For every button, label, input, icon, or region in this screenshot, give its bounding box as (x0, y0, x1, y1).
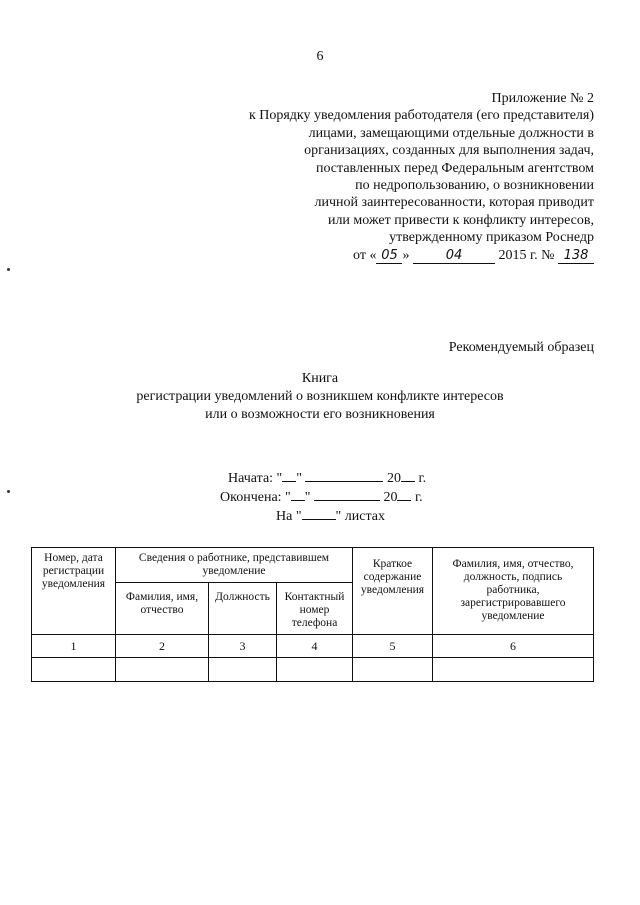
appendix-line: организациях, созданных для выполнения задач, (304, 143, 594, 159)
year-prefix: 20 (383, 490, 398, 505)
start-block (220, 468, 426, 525)
book-title (0, 370, 640, 424)
mid-quote: " (304, 490, 311, 505)
appendix-line: поставленных перед Федеральным агентством (315, 160, 594, 176)
blank-day (291, 487, 305, 501)
scan-speck (7, 490, 10, 493)
appendix-line: или может привести к конфликту интересов, (327, 212, 594, 228)
appendix-block (174, 90, 594, 264)
page-number: 6 (316, 49, 324, 64)
table-cell (277, 658, 353, 682)
book-title-line: Книга (301, 371, 339, 386)
blank-month (314, 487, 380, 501)
table-cell: 5 (353, 635, 433, 658)
order-prefix: от « (353, 247, 377, 263)
appendix-line: утвержденному приказом Роснедр (389, 230, 594, 246)
sheets-suffix: " листах (335, 509, 385, 524)
table-empty-row (32, 658, 594, 682)
ended-row (220, 487, 426, 506)
ended-label: Окончена: " (220, 490, 291, 505)
scan-speck (7, 268, 10, 271)
year-suffix: г. (414, 490, 423, 505)
table-cell: 6 (433, 635, 594, 658)
blank-sheets (302, 506, 336, 520)
subheader-phone: Контактный номер телефона (277, 583, 353, 635)
table-cell (209, 658, 277, 682)
header-registrar: Фамилия, имя, отчество, должность, подпись работника, зарегистрировавшего уведомление (433, 548, 594, 635)
subheader-position: Должность (209, 583, 277, 635)
started-row (220, 468, 426, 487)
table-index-row (32, 635, 594, 658)
sheets-prefix: На " (276, 509, 302, 524)
header-registration-number: Номер, дата регистрации уведомления (32, 548, 116, 635)
table-cell (116, 658, 209, 682)
table-cell (433, 658, 594, 682)
book-title-line: регистрации уведомлений о возникшем конфликте интересов (136, 389, 504, 404)
table-cell: 4 (277, 635, 353, 658)
table-cell (353, 658, 433, 682)
sheets-row (220, 506, 426, 525)
recommended-label: Рекомендуемый образец (448, 340, 594, 355)
table-cell: 2 (116, 635, 209, 658)
appendix-line: лицами, замещающими отдельные должности в (308, 125, 594, 141)
started-label: Начата: " (228, 471, 283, 486)
book-title-line: или о возможности его возникновения (205, 407, 435, 422)
year-prefix: 20 (386, 471, 401, 486)
appendix-line: Приложение № 2 (491, 91, 594, 106)
order-line (174, 247, 594, 264)
order-quote-close: » (402, 247, 410, 263)
registration-table (31, 547, 594, 682)
header-employee-info: Сведения о работнике, представившем уведомление (116, 548, 353, 583)
table-header-row (32, 548, 594, 583)
appendix-line: личной заинтересованности, которая приводит (314, 195, 594, 211)
year-suffix: г. (418, 471, 427, 486)
blank-day (282, 468, 296, 482)
blank-month (305, 468, 383, 482)
order-day: 05 (376, 248, 402, 264)
subheader-full-name: Фамилия, имя, отчество (116, 583, 209, 635)
order-number: 138 (558, 248, 594, 264)
header-summary: Краткое содержание уведомления (353, 548, 433, 635)
appendix-line: к Порядку уведомления работодателя (его представителя) (248, 108, 594, 124)
order-year: 2015 г. № (498, 247, 555, 263)
order-month: 04 (413, 248, 495, 264)
table-cell: 3 (209, 635, 277, 658)
blank-year (401, 468, 415, 482)
table-cell: 1 (32, 635, 116, 658)
blank-year (397, 487, 411, 501)
appendix-line: по недропользованию, о возникновении (355, 178, 594, 194)
table-cell (32, 658, 116, 682)
mid-quote: " (296, 471, 302, 486)
